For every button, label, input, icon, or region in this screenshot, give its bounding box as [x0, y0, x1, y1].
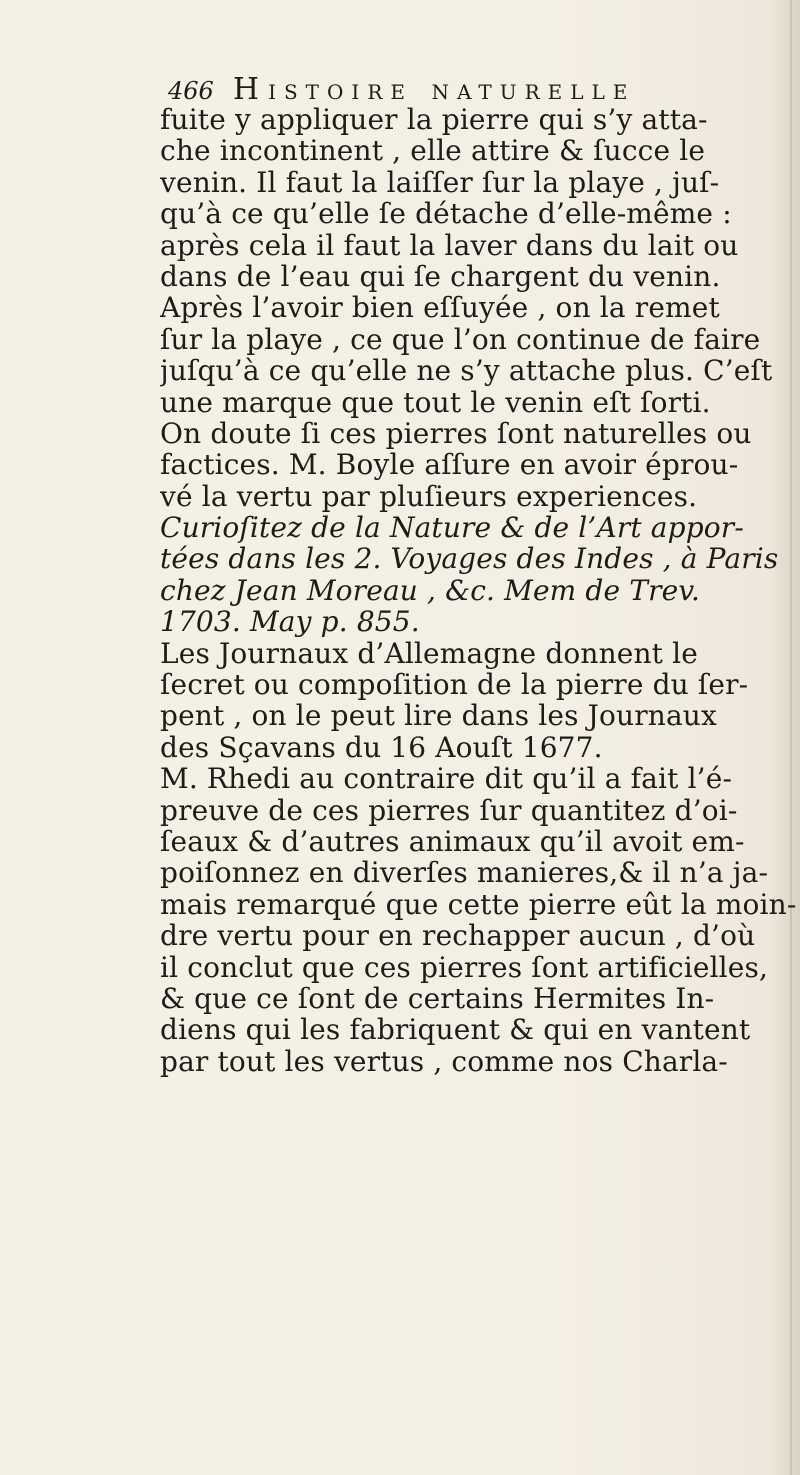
text-line: par tout les vertus , comme nos Charla- [160, 1044, 728, 1078]
text-line: après cela il faut la laver dans du lait ou [160, 228, 739, 262]
running-title-word-1: ISTOIRE [268, 80, 413, 104]
citation-line: Curioſitez de la Nature & de l’Art appor- [160, 511, 744, 545]
text-line: Les Journaux d’Allemagne donnent le [160, 636, 698, 670]
text-line: diens qui les fabriquent & qui en vantent [160, 1013, 751, 1047]
text-line: fuite y appliquer la pierre qui s’y atta- [160, 104, 708, 136]
text-line: Après l’avoir bien eſſuyée , on la remet [160, 291, 720, 325]
running-title [233, 72, 636, 107]
text-line: dans de l’eau qui ſe chargent du venin. [160, 259, 721, 293]
text-line: ſecret ou compoſition de la pierre du ſer- [160, 668, 749, 702]
citation-line: tées dans les 2. Voyages des Indes , à Paris [160, 542, 779, 576]
text-line: ſeaux & d’autres animaux qu’il avoit em- [160, 824, 745, 858]
text-line: poiſonnez en diverſes manieres,& il n’a ja- [160, 856, 769, 890]
text-line: ſur la playe , ce que l’on continue de faire [160, 322, 761, 356]
text-line: juſqu’à ce qu’elle ne s’y attache plus. C’eſt [160, 354, 773, 388]
text-line: il conclut que ces pierres ſont artificielles, [160, 950, 769, 984]
text-line: dre vertu pour en rechapper aucun , d’où [160, 919, 756, 953]
running-title-initial: H [232, 72, 269, 107]
running-title-word-2: NATURELLE [431, 80, 636, 104]
text-line: mais remarqué que cette pierre eût la moin- [160, 887, 797, 921]
page-number: 466 [168, 77, 214, 105]
text-line: pent , on le peut lire dans les Journaux [160, 699, 717, 733]
citation-line: chez Jean Moreau , &c. Mem de Trev. [160, 573, 701, 607]
body-text [160, 104, 800, 1434]
text-line: che incontinent , elle attire & ſucce le [160, 134, 706, 168]
text-line: qu’à ce qu’elle ſe détache d’elle-même : [160, 197, 732, 231]
text-line: vé la vertu par pluſieurs experiences. [160, 479, 698, 513]
text-line: & que ce ſont de certains Hermites In- [160, 981, 715, 1015]
text-line: venin. Il faut la laiſſer ſur la playe , juſ- [160, 165, 720, 199]
citation-line: 1703. May p. 855. [160, 605, 420, 639]
text-line: preuve de ces pierres ſur quantitez d’oi- [160, 793, 738, 827]
text-line: des Sçavans du 16 Aouſt 1677. [160, 730, 603, 764]
text-line: une marque que tout le venin eſt ſorti. [160, 385, 711, 419]
text-line: M. Rhedi au contraire dit qu’il a fait l’é- [160, 762, 733, 796]
text-line: factices. M. Boyle aſſure en avoir éprou- [160, 448, 739, 482]
text-line: On doute ſi ces pierres ſont naturelles ou [160, 416, 752, 450]
